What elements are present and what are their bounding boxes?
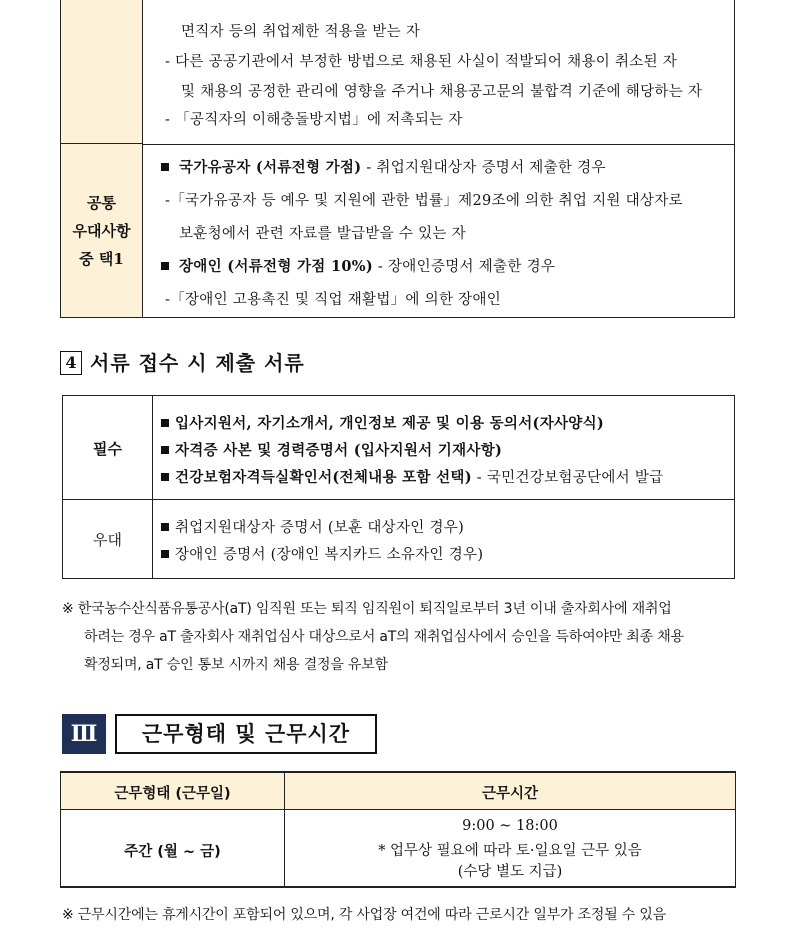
bullet-square-icon [161, 419, 169, 427]
disqualification-line: 면직자 등의 취업제한 적용을 받는 자 [181, 24, 421, 40]
column-divider [152, 396, 153, 578]
bullet-square-icon [161, 473, 169, 481]
bullet-square-icon [161, 163, 169, 171]
section-roman-numeral: Ⅲ [62, 714, 106, 754]
preferred-doc-item: 취업지원대상자 증명서 (보훈 대상자인 경우) [161, 516, 464, 537]
section-4-title: 4 서류 접수 시 제출 서류 [60, 347, 305, 377]
bullet-square-icon [161, 550, 169, 558]
section-3-title: 근무형태 및 근무시간 [115, 714, 377, 754]
row-divider [143, 144, 735, 145]
required-doc-item: 입사지원서, 자기소개서, 개인정보 제공 및 이용 동의서(자사양식) [161, 412, 604, 433]
preference-sub-line: -「장애인 고용촉진 및 직업 재활법」에 의한 장애인 [165, 292, 502, 308]
required-label: 필수 [93, 440, 122, 458]
bullet-square-icon [161, 446, 169, 454]
preferred-doc-item: 장애인 증명서 (장애인 복지카드 소유자인 경우) [161, 543, 483, 564]
bullet-square-icon [161, 523, 169, 531]
empty-label-cell [61, 0, 143, 144]
reemployment-note-line: 하려는 경우 aT 출자회사 재취업심사 대상으로서 aT의 재취업심사에서 승인을 득하여야만 최종 채용 [84, 629, 684, 645]
reemployment-note-line: 확정되며, aT 승인 통보 시까지 채용 결정을 유보함 [84, 657, 388, 673]
work-type-value: 주간 (월 ~ 금) [124, 844, 221, 860]
preference-item: 장애인 (서류전형 가점 10%) - 장애인증명서 제출한 경우 [161, 255, 555, 276]
documents-table [62, 395, 735, 579]
work-hours-table [60, 771, 736, 888]
bullet-square-icon [161, 262, 169, 270]
disqualification-line: 및 채용의 공정한 관리에 영향을 주거나 채용공고문의 불합격 기준에 해당하는 자 [181, 84, 703, 100]
preference-label-line: 공통 [87, 193, 116, 212]
disqualification-line: - 다른 공공기관에서 부정한 방법으로 채용된 사실이 적발되어 채용이 취소된 자 [165, 54, 678, 70]
column-header-work-hours: 근무시간 [481, 786, 539, 802]
disqualification-line: - 「공직자의 이해충돌방지법」에 저촉되는 자 [165, 112, 463, 128]
work-hours-note: * 업무상 필요에 따라 토·일요일 근무 있음 [378, 843, 642, 859]
preference-label-line: 우대사항 [72, 221, 131, 240]
work-hours-footnote: ※ 근무시간에는 휴게시간이 포함되어 있으며, 각 사업장 여건에 따라 근로시간 일부가 조정될 수 있음 [62, 907, 666, 923]
preferred-label: 우대 [93, 531, 122, 549]
reemployment-note-line: ※ 한국농수산식품유통공사(aT) 임직원 또는 퇴직 임직원이 퇴직일로부터 3년 이내 출자회사에 재취업 [62, 601, 672, 617]
required-doc-item: 건강보험자격득실확인서(전체내용 포함 선택) - 국민건강보험공단에서 발급 [161, 466, 663, 487]
preference-item: 국가유공자 (서류전형 가점) - 취업지원대상자 증명서 제출한 경우 [161, 156, 606, 177]
preference-label-line: 중 택1 [79, 249, 124, 268]
preference-sub-line: 보훈청에서 관련 자료를 발급받을 수 있는 자 [179, 226, 466, 242]
work-hours-note: (수당 별도 지급) [457, 864, 563, 880]
preference-sub-line: -「국가유공자 등 예우 및 지원에 관한 법률」제29조에 의한 취업 지원 대상자로 [165, 193, 683, 209]
work-hours-value: 9:00 ~ 18:00 [462, 818, 558, 834]
required-doc-item: 자격증 사본 및 경력증명서 (입사지원서 기재사항) [161, 439, 502, 460]
eligibility-table [60, 0, 735, 318]
column-header-work-type: 근무형태 (근무일) [114, 786, 231, 802]
section-number-box: 4 [60, 351, 82, 375]
preference-label-cell [61, 144, 143, 317]
row-divider [63, 499, 734, 500]
